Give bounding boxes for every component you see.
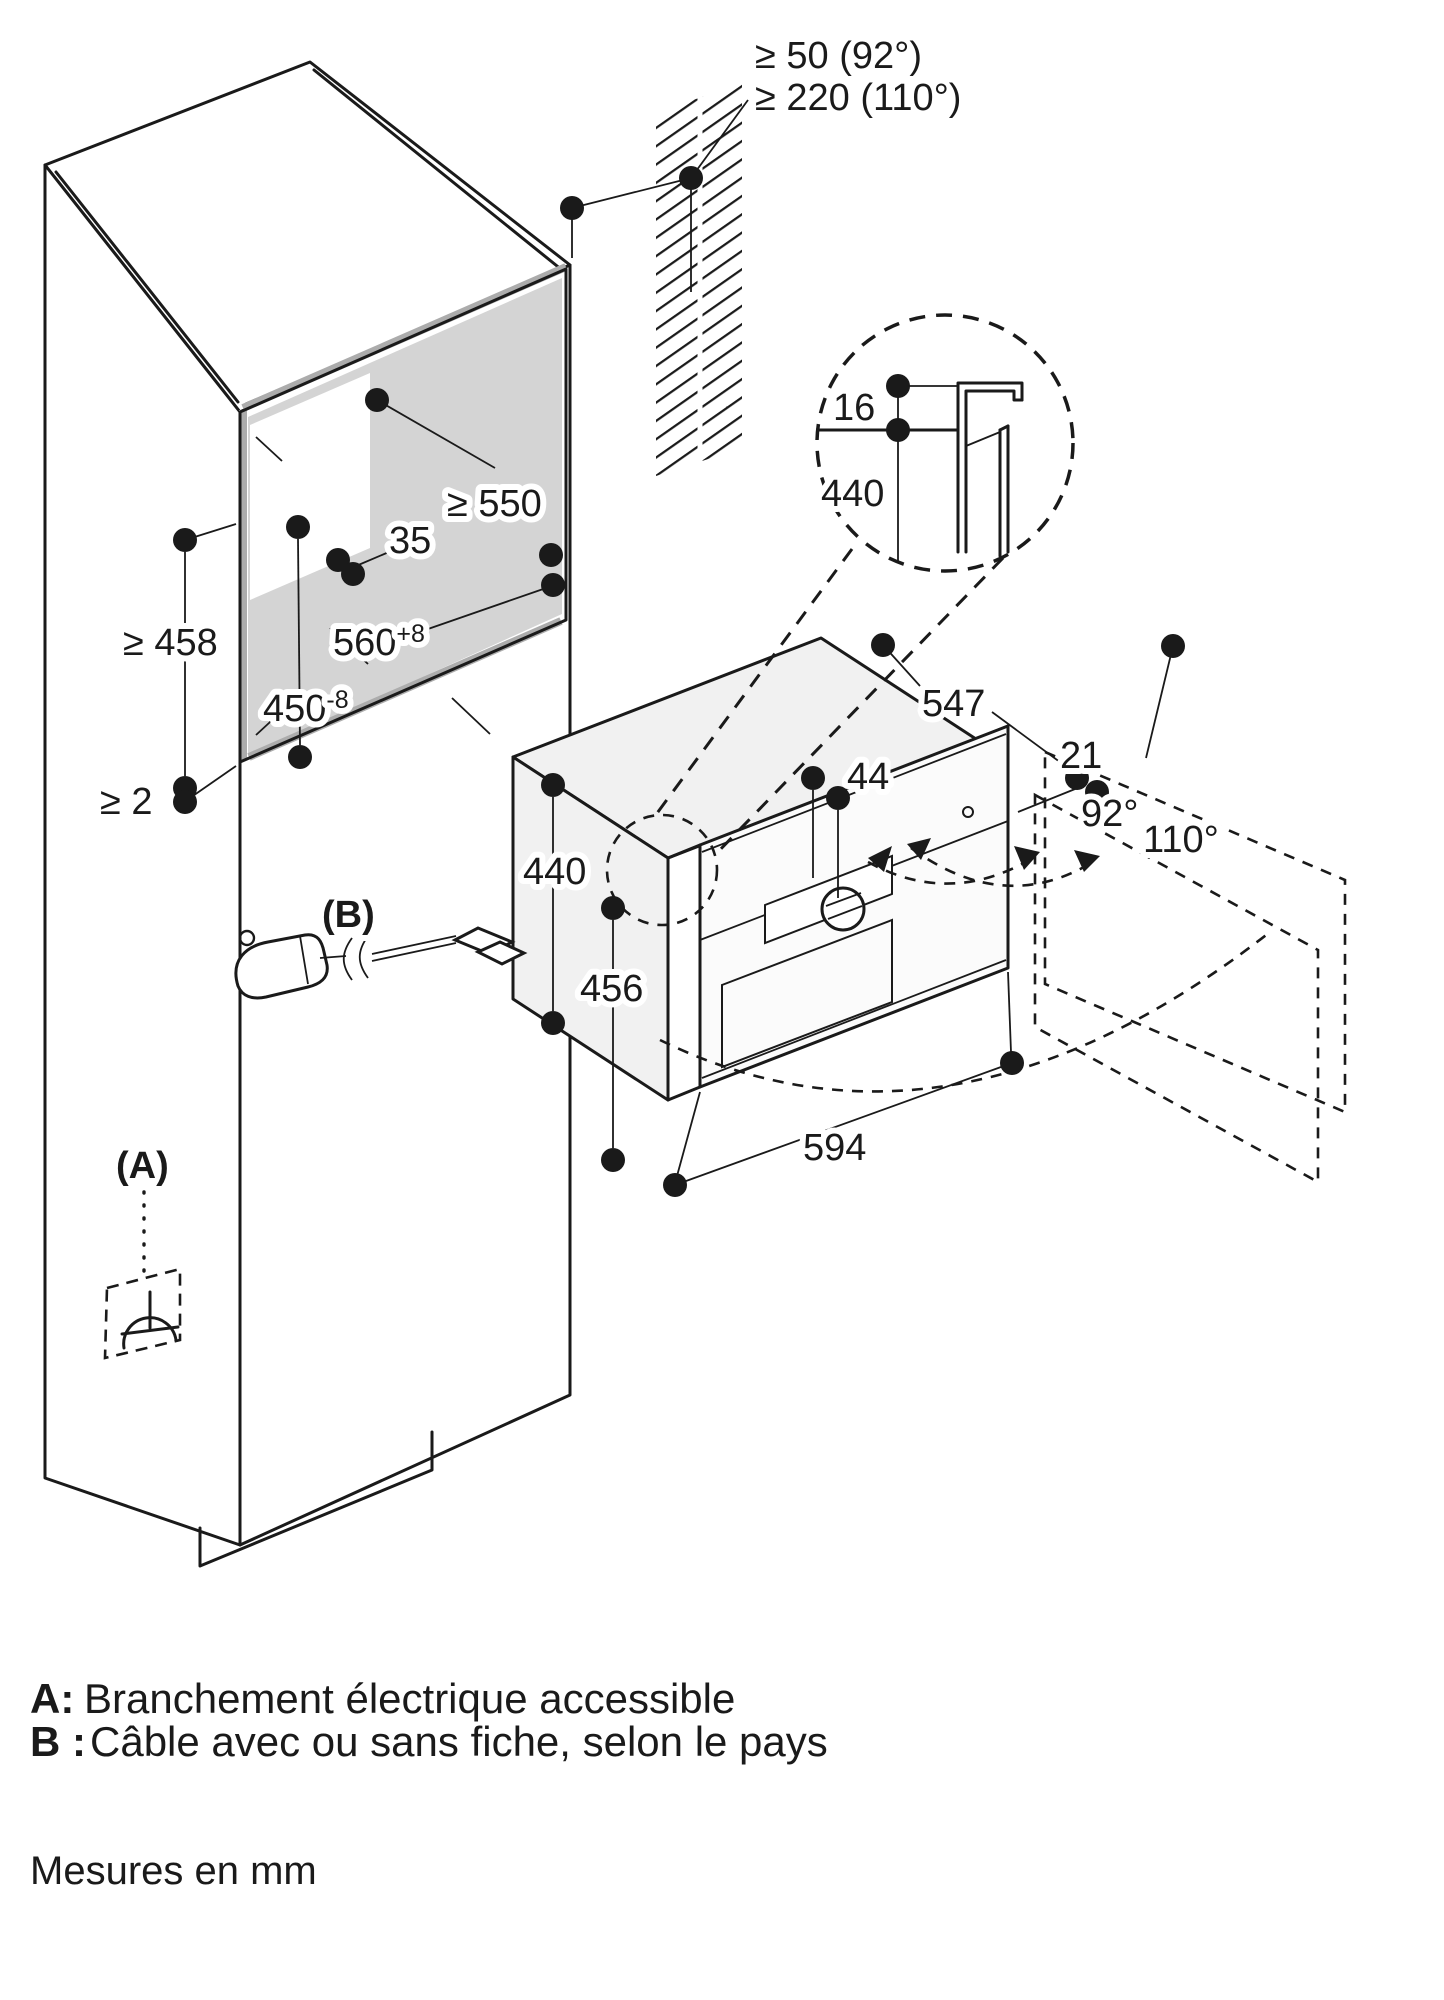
arrowhead-icon	[1074, 850, 1100, 872]
niche-height-label: $450^{-8}$	[263, 686, 349, 730]
niche-min-height-label: ≥ 458	[123, 622, 218, 664]
wall-clearance-92-label: ≥ 50 (92°)	[755, 35, 923, 77]
legend-a-text: Branchement électrique accessible	[84, 1675, 736, 1722]
door-angle-92-label: 92°	[1081, 793, 1139, 835]
door-angle-110-label: 110°	[1143, 819, 1219, 861]
detail-overlap-label: 16	[833, 387, 876, 429]
legend-b-prefix: B :	[30, 1718, 86, 1765]
handle-clearance-label: 44	[847, 756, 890, 798]
bottom-gap-label: ≥ 2	[100, 781, 153, 823]
legend-a-prefix: A:	[30, 1675, 75, 1722]
oven-height-label: 440	[523, 851, 587, 893]
oven-width-label: 594	[803, 1127, 867, 1169]
wall-clearance-dimensions	[755, 35, 961, 119]
oven-depth-label: 547	[922, 683, 986, 725]
detail-height-label: 440	[821, 473, 885, 515]
units-note: Mesures en mm	[30, 1849, 317, 1893]
niche-depth-label: ≥ 550	[447, 483, 542, 525]
trim-width-label: 35	[389, 520, 432, 562]
legend	[30, 1675, 828, 1893]
callout-b-label: (B)	[322, 894, 375, 936]
niche-width-label: $560^{+8}$	[333, 620, 425, 664]
callout-a-label: (A)	[116, 1145, 169, 1187]
wall-section	[560, 84, 748, 476]
legend-b-text: Câble avec ou sans fiche, selon le pays	[90, 1718, 828, 1765]
front-overhang-label: 21	[1060, 735, 1103, 777]
wall-clearance-110-label: ≥ 220 (110°)	[755, 77, 962, 119]
front-height-label: 456	[580, 968, 644, 1010]
detail-zoom-circle	[817, 315, 1073, 571]
